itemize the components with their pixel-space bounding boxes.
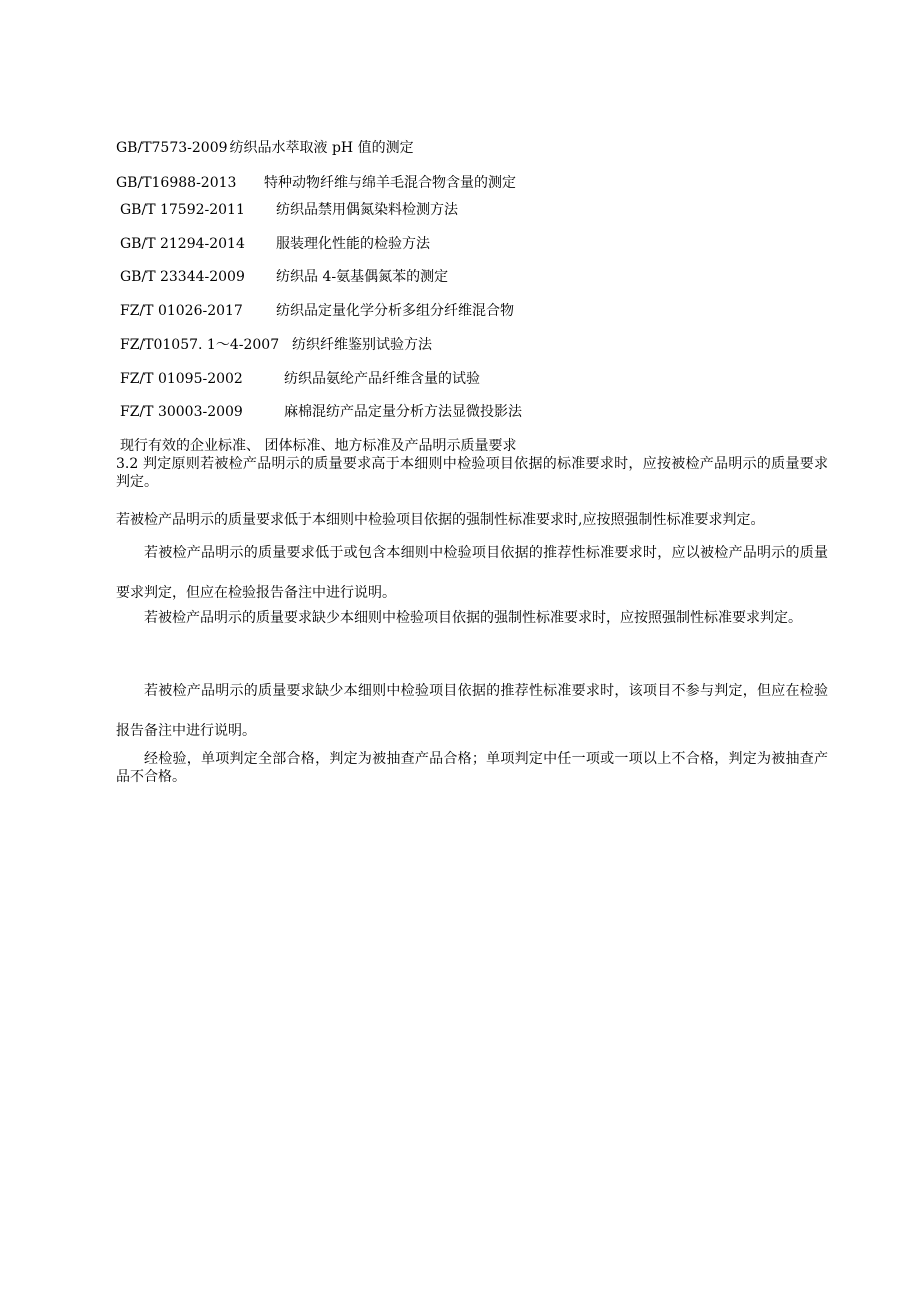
standard-code: GB/T 17592-2011 [120,202,245,218]
paragraph-recommended-lower: 若被检产品明示的质量要求低于或包含本细则中检验项目依据的推荐性标准要求时，应以被检产品明示的质量要求判定，但应在检验报告备注中进行说明。 [116,545,828,601]
section-3-2-paragraph: 3.2 判定原则若被检产品明示的质量要求高于本细则中检验项目依据的标准要求时，应按被检产品明示的质量要求判定。 [116,456,828,490]
standard-name: 纺织品水萃取液 pH 值的测定 [229,140,414,156]
standard-code: FZ/T 30003-2009 [120,404,243,420]
standard-name: 纺织品定量化学分析多组分纤维混合物 [276,303,514,319]
standard-name: 纺织品 4-氨基偶氮苯的测定 [276,269,449,285]
standard-name: 纺织品禁用偶氮染料检测方法 [276,202,458,218]
paragraph-mandatory-lower: 若被检产品明示的质量要求低于本细则中检验项目依据的强制性标准要求时,应按照强制性标准要求判定。 [116,512,765,528]
standard-code: GB/T16988-2013 [116,175,237,191]
other-requirements: 现行有效的企业标准、 团体标准、地方标准及产品明示质量要求 [120,438,517,454]
standard-name: 纺织纤维鉴别试验方法 [292,337,432,353]
standard-line [120,302,820,320]
standard-line [120,403,820,421]
standard-line [120,336,820,354]
standard-code: FZ/T 01026-2017 [120,303,243,319]
paragraph-conclusion: 经检验，单项判定全部合格，判定为被抽查产品合格；单项判定中任一项或一项以上不合格，判定为被抽查产品不合格。 [116,751,828,785]
standard-code: GB/T 21294-2014 [120,236,245,252]
standard-name: 麻棉混纺产品定量分析方法显微投影法 [284,404,522,420]
standard-line [116,174,816,192]
standard-name: 特种动物纤维与绵羊毛混合物含量的测定 [264,175,516,191]
standard-line [120,235,820,253]
paragraph-mandatory-missing: 若被检产品明示的质量要求缺少本细则中检验项目依据的强制性标准要求时，应按照强制性标准要求判定。 [144,610,802,626]
standard-line [120,370,820,388]
standard-line [116,139,414,157]
standard-code: GB/T 23344-2009 [120,269,245,285]
standard-line [120,268,820,286]
standard-line [120,201,820,219]
standard-code: FZ/T01057. 1～4-2007 [120,337,280,353]
standard-code: GB/T7573-2009 [116,140,228,156]
standard-name: 纺织品氨纶产品纤维含量的试验 [284,371,480,387]
standard-code: FZ/T 01095-2002 [120,371,243,387]
standard-name: 服装理化性能的检验方法 [276,236,430,252]
paragraph-recommended-missing: 若被检产品明示的质量要求缺少本细则中检验项目依据的推荐性标准要求时，该项目不参与判定，但应在检验报告备注中进行说明。 [116,683,828,739]
